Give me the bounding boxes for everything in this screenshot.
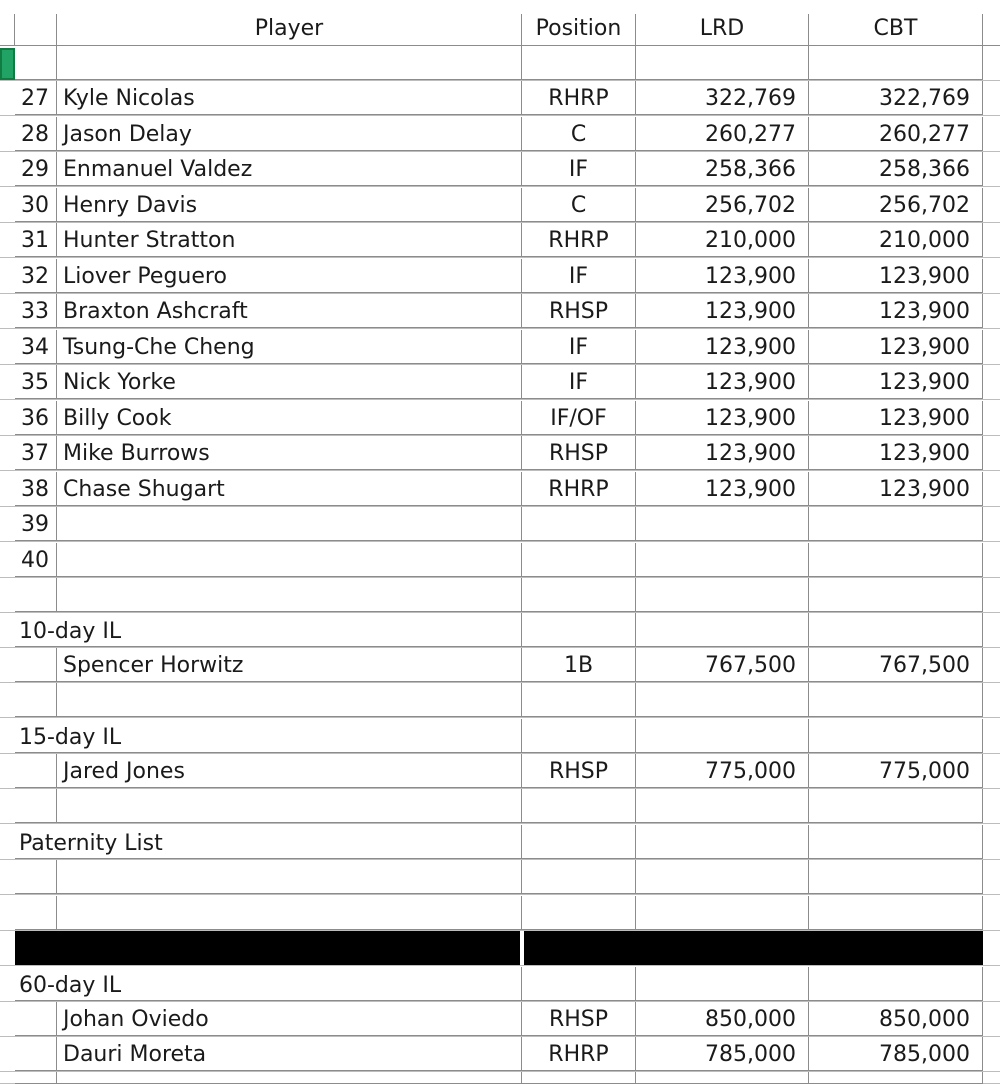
row-number[interactable]: 34 bbox=[15, 330, 57, 364]
cell[interactable] bbox=[15, 789, 57, 823]
player-cbt[interactable]: 123,900 bbox=[809, 472, 983, 506]
divider-fill-left bbox=[15, 931, 520, 965]
player-position[interactable]: RHRP bbox=[522, 472, 636, 506]
cell[interactable] bbox=[522, 967, 636, 1001]
row-number[interactable]: 30 bbox=[15, 188, 57, 222]
player-name[interactable]: Hunter Stratton bbox=[57, 223, 522, 257]
row-number[interactable]: 29 bbox=[15, 152, 57, 186]
row-number[interactable]: 28 bbox=[15, 117, 57, 151]
cell[interactable] bbox=[809, 1072, 983, 1084]
player-cbt[interactable]: 322,769 bbox=[809, 81, 983, 115]
cell[interactable] bbox=[522, 578, 636, 612]
cell[interactable] bbox=[636, 860, 809, 894]
player-lrd[interactable]: 258,366 bbox=[636, 152, 809, 186]
header-lrd[interactable]: LRD bbox=[636, 14, 809, 46]
player-position[interactable]: C bbox=[522, 188, 636, 222]
table-row bbox=[0, 507, 1000, 542]
player-cbt[interactable]: 123,900 bbox=[809, 294, 983, 328]
cell[interactable] bbox=[636, 967, 809, 1001]
player-position[interactable]: 1B bbox=[522, 648, 636, 682]
player-position[interactable]: RHSP bbox=[522, 754, 636, 788]
table-row bbox=[0, 401, 1000, 436]
player-name[interactable]: Liover Peguero bbox=[57, 259, 522, 293]
player-name[interactable]: Chase Shugart bbox=[57, 472, 522, 506]
row-number[interactable]: 27 bbox=[15, 81, 57, 115]
cell[interactable] bbox=[522, 896, 636, 930]
section-label-paternity-list[interactable]: Paternity List bbox=[15, 825, 522, 859]
header-cell-num[interactable] bbox=[15, 14, 57, 46]
cell[interactable] bbox=[809, 967, 983, 1001]
player-name[interactable]: Jason Delay bbox=[57, 117, 522, 151]
cell[interactable] bbox=[636, 825, 809, 859]
cell[interactable] bbox=[809, 683, 983, 717]
table-row bbox=[0, 472, 1000, 507]
cell[interactable] bbox=[15, 1037, 57, 1071]
cell[interactable] bbox=[636, 46, 809, 80]
table-row-partial bbox=[0, 1072, 1000, 1084]
header-row bbox=[0, 0, 1000, 46]
header-cbt[interactable]: CBT bbox=[809, 14, 983, 46]
player-name[interactable]: Henry Davis bbox=[57, 188, 522, 222]
cell[interactable] bbox=[809, 896, 983, 930]
blank-row bbox=[0, 578, 1000, 613]
player-lrd[interactable]: 767,500 bbox=[636, 648, 809, 682]
cell[interactable] bbox=[15, 46, 57, 80]
player-position[interactable]: IF bbox=[522, 152, 636, 186]
cell[interactable] bbox=[15, 578, 57, 612]
header-position[interactable]: Position bbox=[522, 14, 636, 46]
cell[interactable] bbox=[15, 648, 57, 682]
cell[interactable] bbox=[522, 719, 636, 753]
table-row bbox=[0, 648, 1000, 683]
row-number[interactable]: 40 bbox=[15, 543, 57, 577]
cell[interactable] bbox=[809, 719, 983, 753]
table-row bbox=[0, 152, 1000, 187]
player-lrd[interactable]: 123,900 bbox=[636, 401, 809, 435]
player-name[interactable]: Enmanuel Valdez bbox=[57, 152, 522, 186]
player-lrd[interactable]: 256,702 bbox=[636, 188, 809, 222]
player-cbt[interactable]: 256,702 bbox=[809, 188, 983, 222]
cell[interactable] bbox=[57, 860, 522, 894]
player-name[interactable]: Johan Oviedo bbox=[57, 1002, 522, 1036]
player-lrd[interactable]: 123,900 bbox=[636, 472, 809, 506]
row-number[interactable]: 39 bbox=[15, 507, 57, 541]
table-row bbox=[0, 1037, 1000, 1072]
player-name[interactable]: Mike Burrows bbox=[57, 436, 522, 470]
row-number[interactable]: 35 bbox=[15, 365, 57, 399]
player-lrd[interactable]: 123,900 bbox=[636, 294, 809, 328]
row-number[interactable]: 33 bbox=[15, 294, 57, 328]
blank-row bbox=[0, 789, 1000, 824]
player-lrd[interactable]: 123,900 bbox=[636, 365, 809, 399]
row-number[interactable]: 31 bbox=[15, 223, 57, 257]
player-cbt[interactable]: 258,366 bbox=[809, 152, 983, 186]
player-cbt[interactable]: 123,900 bbox=[809, 330, 983, 364]
cell[interactable] bbox=[636, 613, 809, 647]
section-row-paternity-list bbox=[0, 825, 1000, 860]
cell[interactable] bbox=[57, 46, 522, 80]
cell[interactable] bbox=[522, 860, 636, 894]
header-cell-blank[interactable] bbox=[0, 14, 15, 46]
cell[interactable] bbox=[15, 683, 57, 717]
player-cbt[interactable]: 775,000 bbox=[809, 754, 983, 788]
player-cbt[interactable]: 260,277 bbox=[809, 117, 983, 151]
player-lrd[interactable]: 210,000 bbox=[636, 223, 809, 257]
player-name[interactable]: Spencer Horwitz bbox=[57, 648, 522, 682]
cell[interactable] bbox=[809, 613, 983, 647]
player-lrd[interactable]: 850,000 bbox=[636, 1002, 809, 1036]
player-position[interactable] bbox=[522, 507, 636, 541]
table-row bbox=[0, 223, 1000, 258]
player-lrd[interactable] bbox=[636, 507, 809, 541]
player-position[interactable]: RHRP bbox=[522, 1037, 636, 1071]
table-row bbox=[0, 117, 1000, 152]
player-position[interactable]: IF/OF bbox=[522, 401, 636, 435]
player-lrd[interactable]: 260,277 bbox=[636, 117, 809, 151]
selected-cell-indicator[interactable] bbox=[0, 48, 15, 80]
player-name[interactable]: Billy Cook bbox=[57, 401, 522, 435]
player-position[interactable]: RHSP bbox=[522, 436, 636, 470]
player-cbt[interactable]: 850,000 bbox=[809, 1002, 983, 1036]
player-name[interactable] bbox=[57, 507, 522, 541]
cell[interactable] bbox=[15, 754, 57, 788]
blank-row bbox=[0, 860, 1000, 895]
header-cell-extra[interactable] bbox=[983, 14, 1000, 46]
player-cbt[interactable]: 785,000 bbox=[809, 1037, 983, 1071]
player-cbt[interactable]: 123,900 bbox=[809, 401, 983, 435]
blank-row bbox=[0, 896, 1000, 931]
table-row bbox=[0, 188, 1000, 223]
table-row bbox=[0, 259, 1000, 294]
player-position[interactable]: C bbox=[522, 117, 636, 151]
table-row bbox=[0, 294, 1000, 329]
player-position[interactable]: RHRP bbox=[522, 223, 636, 257]
row-number[interactable]: 37 bbox=[15, 436, 57, 470]
cell[interactable] bbox=[57, 683, 522, 717]
player-name[interactable]: Dauri Moreta bbox=[57, 1037, 522, 1071]
player-cbt[interactable] bbox=[809, 507, 983, 541]
cell[interactable] bbox=[522, 46, 636, 80]
table-row bbox=[0, 436, 1000, 471]
cell[interactable] bbox=[57, 578, 522, 612]
player-cbt[interactable]: 210,000 bbox=[809, 223, 983, 257]
player-cbt[interactable]: 123,900 bbox=[809, 365, 983, 399]
cell[interactable] bbox=[57, 896, 522, 930]
table-row bbox=[0, 81, 1000, 116]
player-name[interactable]: Nick Yorke bbox=[57, 365, 522, 399]
section-row-60-day-il bbox=[0, 967, 1000, 1002]
player-position[interactable]: IF bbox=[522, 330, 636, 364]
cell[interactable] bbox=[522, 789, 636, 823]
player-name[interactable]: Kyle Nicolas bbox=[57, 81, 522, 115]
player-lrd[interactable] bbox=[636, 543, 809, 577]
player-position[interactable] bbox=[522, 543, 636, 577]
cell[interactable] bbox=[15, 1072, 57, 1084]
table-row bbox=[0, 1002, 1000, 1037]
cell[interactable] bbox=[636, 578, 809, 612]
header-player[interactable]: Player bbox=[57, 14, 522, 46]
cell[interactable] bbox=[522, 1072, 636, 1084]
cell[interactable] bbox=[522, 613, 636, 647]
row-number[interactable]: 32 bbox=[15, 259, 57, 293]
player-lrd[interactable]: 322,769 bbox=[636, 81, 809, 115]
player-cbt[interactable]: 123,900 bbox=[809, 436, 983, 470]
cell[interactable] bbox=[809, 789, 983, 823]
section-label-10-day-il[interactable]: 10-day IL bbox=[15, 613, 522, 647]
cell[interactable] bbox=[15, 860, 57, 894]
player-lrd[interactable]: 785,000 bbox=[636, 1037, 809, 1071]
row-number[interactable]: 38 bbox=[15, 472, 57, 506]
cell[interactable] bbox=[57, 789, 522, 823]
player-position[interactable]: RHSP bbox=[522, 294, 636, 328]
cell[interactable] bbox=[636, 1072, 809, 1084]
section-row-15-day-il bbox=[0, 719, 1000, 754]
cell[interactable] bbox=[636, 719, 809, 753]
section-label-60-day-il[interactable]: 60-day IL bbox=[15, 967, 522, 1001]
player-cbt[interactable] bbox=[809, 543, 983, 577]
cell[interactable] bbox=[522, 825, 636, 859]
cell[interactable] bbox=[636, 683, 809, 717]
cell[interactable] bbox=[522, 683, 636, 717]
table-row bbox=[0, 365, 1000, 400]
table-row bbox=[0, 754, 1000, 789]
player-lrd[interactable]: 123,900 bbox=[636, 330, 809, 364]
cell[interactable] bbox=[809, 825, 983, 859]
cell[interactable] bbox=[57, 1072, 522, 1084]
cell[interactable] bbox=[809, 860, 983, 894]
player-position[interactable]: RHRP bbox=[522, 81, 636, 115]
cell[interactable] bbox=[636, 896, 809, 930]
cell[interactable] bbox=[15, 1002, 57, 1036]
cell[interactable] bbox=[636, 789, 809, 823]
divider-row bbox=[0, 931, 1000, 966]
blank-row bbox=[0, 46, 1000, 81]
cell[interactable] bbox=[15, 896, 57, 930]
table-row bbox=[0, 330, 1000, 365]
player-position[interactable]: IF bbox=[522, 365, 636, 399]
cell[interactable] bbox=[809, 46, 983, 80]
section-row-10-day-il bbox=[0, 613, 1000, 648]
player-name[interactable]: Braxton Ashcraft bbox=[57, 294, 522, 328]
blank-row bbox=[0, 683, 1000, 718]
cell[interactable] bbox=[809, 578, 983, 612]
player-name[interactable]: Jared Jones bbox=[57, 754, 522, 788]
player-position[interactable]: RHSP bbox=[522, 1002, 636, 1036]
player-lrd[interactable]: 775,000 bbox=[636, 754, 809, 788]
player-cbt[interactable]: 123,900 bbox=[809, 259, 983, 293]
section-label-15-day-il[interactable]: 15-day IL bbox=[15, 719, 522, 753]
player-lrd[interactable]: 123,900 bbox=[636, 436, 809, 470]
player-position[interactable]: IF bbox=[522, 259, 636, 293]
player-lrd[interactable]: 123,900 bbox=[636, 259, 809, 293]
row-number[interactable]: 36 bbox=[15, 401, 57, 435]
table-row bbox=[0, 543, 1000, 578]
player-name[interactable] bbox=[57, 543, 522, 577]
divider-fill-right bbox=[524, 931, 983, 965]
player-cbt[interactable]: 767,500 bbox=[809, 648, 983, 682]
player-name[interactable]: Tsung-Che Cheng bbox=[57, 330, 522, 364]
